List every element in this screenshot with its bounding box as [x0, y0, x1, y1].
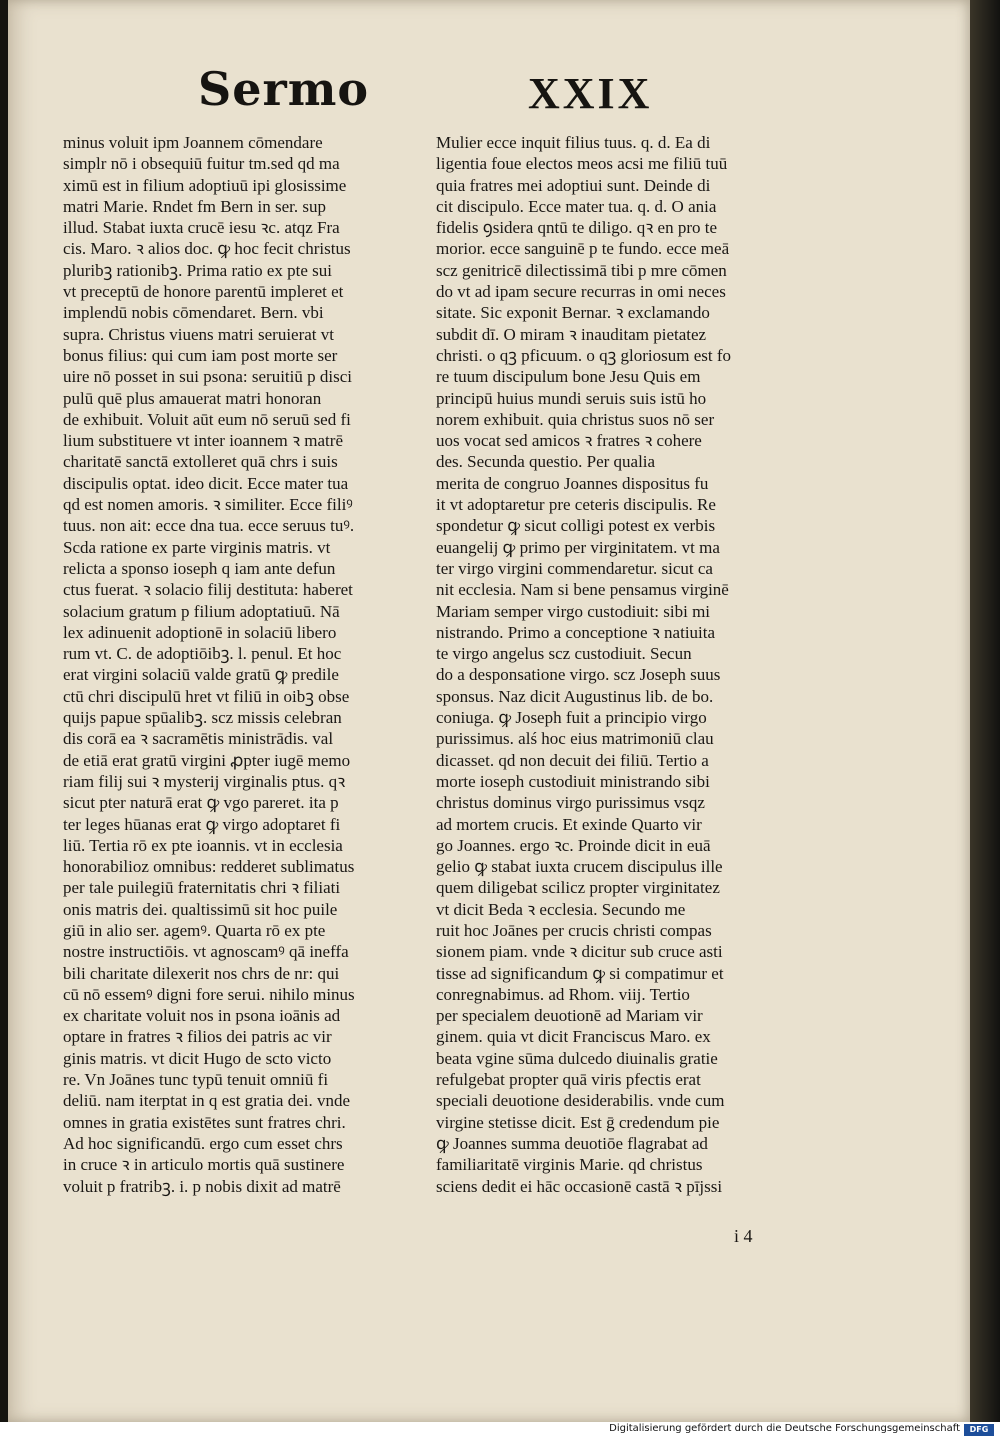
text-line: quem diligebat scilicz propter virginitatez [436, 878, 720, 898]
text-line: ctū chri discipulū hret vt filiū in oibꝫ obse [63, 686, 350, 706]
dfg-logo: DFG [964, 1424, 994, 1436]
text-line: gelio ꝙ stabat iuxta crucem discipulus ille [436, 857, 723, 877]
text-line: spondetur ꝙ sicut colligi potest ex verbis [436, 516, 716, 536]
text-line: go Joannes. ergo ꝛc. Proinde dicit in euā [436, 835, 711, 855]
text-line: illud. Stabat iuxta crucē iesu ꝛc. atqz Fra [63, 218, 340, 238]
text-line: ginem. quia vt dicit Franciscus Maro. ex [436, 1027, 711, 1047]
text-line: sciens dedit ei hāc occasionē castā ꝛ pījssi [436, 1176, 723, 1196]
text-line: dicasset. qd non decuit dei filiū. Tertio a [436, 750, 709, 770]
text-line: simplr nō i obsequiū fuitur tm.sed qd ma [63, 154, 340, 174]
text-line: vt dicit Beda ꝛ ecclesia. Secundo me [436, 899, 686, 919]
text-line: Ad hoc significandū. ergo cum esset chrs [63, 1133, 343, 1153]
text-line: ruit hoc Joānes per crucis christi compas [436, 920, 712, 940]
text-line: dis corā ea ꝛ sacramētis ministrādis. val [63, 729, 334, 749]
text-line: quia fratres mei adoptiui sunt. Deinde di [436, 175, 711, 195]
text-line: lex adinuenit adoptionē in solaciū libero [63, 622, 337, 642]
text-line: ximū est in filium adoptiuū ipi glosissime [63, 175, 347, 195]
header-numeral: XXIX [528, 69, 653, 118]
text-line: cis. Maro. ꝛ alios doc. ꝙ hoc fecit christus [63, 239, 351, 259]
text-line: ligentia foue electos meos acsi me filiū tuū [436, 154, 728, 174]
text-line: virgine stetisse dicit. Est ḡ credendum pie [436, 1112, 720, 1132]
header-word: Sermo [198, 62, 370, 116]
text-line: pulū quē plus amauerat matri honoran [63, 388, 322, 408]
text-line: vt preceptū de honore parentū impleret et [63, 282, 344, 302]
text-line: erat virgini solaciū valde gratū ꝙ predile [63, 665, 339, 685]
text-line: ter leges hūanas erat ꝙ virgo adoptaret fi [63, 814, 341, 834]
text-line: beata vgine sūma dulcedo diuinalis gratie [436, 1048, 718, 1068]
text-line: qd est nomen amoris. ꝛ similiter. Ecce filiꝰ [63, 495, 353, 515]
text-line: do vt ad ipam secure recurras in omi neces [436, 282, 726, 302]
text-line: liū. Tertia rō ex pte ioannis. vt in ecclesia [63, 835, 343, 855]
text-line: re tuum discipulum bone Jesu Quis em [436, 367, 701, 387]
text-line: sitate. Sic exponit Bernar. ꝛ exclamando [436, 303, 710, 323]
text-line: Mulier ecce inquit filius tuus. q. d. Ea di [436, 133, 711, 152]
text-line: nostre instructiōis. vt agnoscamꝰ qā ineffa [63, 942, 349, 962]
text-line: des. Secunda questio. Per qualia [436, 452, 656, 472]
left-text-column [63, 132, 423, 1197]
right-text-column [436, 132, 796, 1197]
text-line: in cruce ꝛ in articulo mortis quā sustinere [63, 1155, 345, 1175]
text-line: nistrando. Primo a conceptione ꝛ natiuita [436, 622, 716, 642]
text-line: re. Vn Joānes tunc typū tenuit omniū fi [63, 1070, 329, 1090]
text-line: norem exhibuit. quia christus suos nō ser [436, 409, 715, 429]
text-line: matri Marie. Rndet fm Bern in ser. sup [63, 196, 326, 216]
text-line: merita de congruo Joannes dispositus fu [436, 473, 709, 493]
text-line: familiaritatē virginis Marie. qd christus [436, 1155, 703, 1175]
text-line: riam filij sui ꝛ mysterij virginalis ptus. qꝛ [63, 771, 346, 791]
text-line: de etiā erat gratū virgini ꝓpter iugē memo [63, 750, 351, 770]
text-line: onis matris dei. qualtissimū sit hoc puile [63, 899, 338, 919]
text-line: subdit dī. O miram ꝛ inauditam pietatez [436, 324, 707, 344]
text-line: per specialem deuotionē ad Mariam vir [436, 1006, 703, 1026]
text-line: sicut pter naturā erat ꝙ vgo pareret. ita p [63, 793, 339, 813]
text-line: Mariam semper virgo custodiuit: sibi mi [436, 601, 711, 621]
text-line: speciali deuotione desiderabilis. vnde cum [436, 1091, 725, 1111]
text-line: purissimus. alś hoc eius matrimoniū clau [436, 729, 714, 749]
text-line: Scda ratione ex parte virginis matris. vt [63, 537, 331, 557]
text-line: uos vocat sed amicos ꝛ fratres ꝛ cohere [436, 431, 702, 451]
footer-credit: Digitalisierung gefördert durch die Deutsche Forschungsgemeinschaft [609, 1423, 960, 1434]
text-line: pluribꝫ rationibꝫ. Prima ratio ex pte sui [63, 260, 333, 280]
text-line: bili charitate dilexerit nos chrs de nr: qui [63, 963, 340, 983]
signature-mark: i 4 [734, 1226, 753, 1246]
text-line: minus voluit ipm Joannem cōmendare [63, 133, 323, 152]
text-line: fidelis ꝯsidera qntū te diligo. qꝛ en pro te [436, 218, 718, 238]
text-line: tuus. non ait: ecce dna tua. ecce seruus tuꝰ. [63, 516, 355, 536]
text-line: morior. ecce sanguinē p te fundo. ecce meā [436, 239, 730, 259]
text-line: sionem piam. vnde ꝛ dicitur sub cruce asti [436, 942, 723, 962]
text-line: quijs papue spūalibꝫ. scz missis celebran [63, 708, 342, 728]
text-line: honorabilioz omnibus: redderet sublimatus [63, 857, 355, 877]
text-line: ginis matris. vt dicit Hugo de scto victo [63, 1048, 332, 1068]
book-page [8, 0, 970, 1422]
page-edge-shadow [970, 0, 1000, 1422]
text-line: sponsus. Naz dicit Augustinus lib. de bo. [436, 686, 714, 706]
text-line: ter virgo virgini commendaretur. sicut ca [436, 558, 713, 578]
text-line: per tale puilegiū fraternitatis chri ꝛ filiati [63, 878, 341, 898]
text-line: christi. o qꝫ pficuum. o qꝫ gloriosum est fo [436, 345, 732, 365]
text-line: solacium gratum p filium adoptatiuū. Nā [63, 601, 340, 621]
text-line: christus dominus virgo purissimus vsqz [436, 793, 705, 813]
text-line: principū huius mundi seruis suis istū ho [436, 388, 707, 408]
text-line: conregnabimus. ad Rhom. viij. Tertio [436, 984, 690, 1004]
text-line: rum vt. C. de adoptiōibꝫ. l. penul. Et hoc [63, 644, 342, 664]
text-line: morte ioseph custodiuit ministrando sibi [436, 771, 710, 791]
text-line: scz genitricē dilectissimā tibi p mre cōmen [436, 260, 727, 280]
text-line: tisse ad significandum ꝙ si compatimur et [436, 963, 724, 983]
text-line: cū nō essemꝰ digni fore serui. nihilo minus [63, 984, 355, 1004]
text-line: implendū nobis cōmendaret. Bern. vbi [63, 303, 324, 323]
text-line: cit discipulo. Ecce mater tua. q. d. O ania [436, 196, 717, 216]
text-line: ex charitate voluit nos in psona ioānis ad [63, 1006, 341, 1026]
text-line: optare in fratres ꝛ filios dei patris ac vir [63, 1027, 332, 1047]
text-line: refulgebat propter quā viris pfectis erat [436, 1070, 701, 1090]
text-line: de exhibuit. Voluit aūt eum nō seruū sed fi [63, 409, 351, 429]
text-line: it vt adoptaretur pre ceteris discipulis. Re [436, 495, 716, 515]
text-line: nit ecclesia. Nam si bene pensamus virginē [436, 580, 729, 600]
text-line: discipulis optat. ideo dicit. Ecce mater tua [63, 473, 349, 493]
text-line: uire nō posset in sui psona: seruitiū p disci [63, 367, 352, 387]
text-line: supra. Christus viuens matri seruierat vt [63, 324, 335, 344]
text-line: ctus fuerat. ꝛ solacio filij destituta: haberet [63, 580, 353, 600]
text-line: charitatē sanctā extolleret quā chrs i suis [63, 452, 338, 472]
text-line: do a desponsatione virgo. scz Joseph suus [436, 665, 721, 685]
text-line: te virgo angelus scz custodiuit. Secun [436, 644, 692, 664]
footer-bar [0, 1422, 1000, 1438]
text-line: giū in alio ser. agemꝰ. Quarta rō ex pte [63, 920, 326, 940]
text-line: bonus filius: qui cum iam post morte ser [63, 345, 338, 365]
text-line: voluit p fratribꝫ. i. p nobis dixit ad matrē [63, 1176, 341, 1196]
running-header [198, 62, 678, 132]
text-line: coniuga. ꝙ Joseph fuit a principio virgo [436, 708, 707, 728]
text-line: ad mortem crucis. Et exinde Quarto vir [436, 814, 702, 834]
text-line: ꝙ Joannes summa deuotiōe flagrabat ad [436, 1133, 708, 1153]
text-line: lium substituere vt inter ioannem ꝛ matrē [63, 431, 343, 451]
text-line: relicta a sponso ioseph q iam ante defun [63, 558, 336, 578]
text-line: euangelij ꝙ primo per virginitatem. vt ma [436, 537, 720, 557]
text-line: omnes in gratia existētes sunt fratres chri. [63, 1112, 346, 1132]
text-line: deliū. nam iterptat in q est gratia dei. vnde [63, 1091, 351, 1111]
